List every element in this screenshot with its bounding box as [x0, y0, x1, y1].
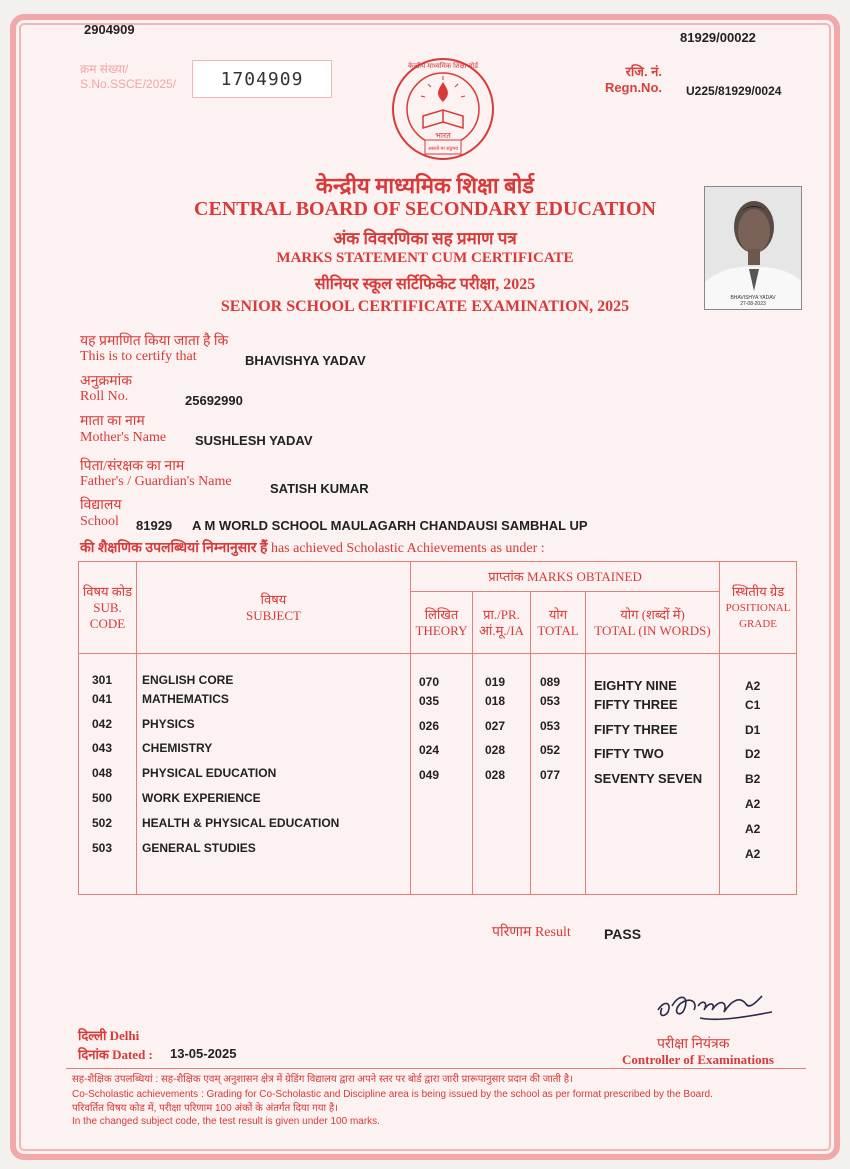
- header-marks-en: MARKS OBTAINED: [526, 568, 642, 584]
- row-pr: 018: [485, 694, 506, 708]
- emblem-top-text: केन्द्रीय माध्यमिक शिक्षा बोर्ड: [408, 63, 478, 70]
- row-grade: B2: [745, 772, 761, 786]
- header-total-en: TOTAL: [537, 622, 579, 638]
- row-subject: GENERAL STUDIES: [142, 841, 256, 855]
- row-pr: 028: [485, 743, 506, 757]
- note-coscholastic-en: Co-Scholastic achievements : Grading for Co-Scholastic and Discipline area is being issued by the school as per format prescribed by the Board.: [72, 1089, 713, 1100]
- school-label-en: School: [80, 514, 119, 529]
- achieved-en: has achieved Scholastic Achievements as under :: [270, 541, 545, 556]
- row-code: 503: [92, 841, 113, 855]
- result-value: PASS: [604, 926, 642, 942]
- result-label: [492, 922, 571, 941]
- sno-label: [80, 62, 176, 92]
- dated-en: Dated :: [112, 1047, 153, 1062]
- row-code: 500: [92, 791, 113, 805]
- row-subject: WORK EXPERIENCE: [142, 791, 261, 805]
- emblem-bottom-text: भारत: [435, 131, 451, 140]
- header-theory: [411, 592, 473, 654]
- row-total: 053: [540, 719, 561, 733]
- roll-label-hi: अनुक्रमांक: [80, 374, 132, 389]
- header-subject-en: SUBJECT: [246, 607, 301, 623]
- achieved-line: [80, 538, 545, 557]
- regn-label-hi: रजि. नं.: [625, 64, 662, 79]
- certify-label-hi: यह प्रमाणित किया जाता है कि: [80, 334, 229, 349]
- row-theory: 035: [419, 694, 440, 708]
- note-changed-code-en: In the changed subject code, the test result is given under 100 marks.: [72, 1116, 380, 1127]
- header-pr-ia: आं.मू./IA: [479, 622, 524, 638]
- footer-divider: [66, 1068, 806, 1069]
- row-words: SEVENTY SEVEN: [594, 771, 703, 786]
- row-subject: MATHEMATICS: [142, 692, 229, 706]
- header-pr-hi: प्रा./PR.: [483, 606, 520, 622]
- row-words: EIGHTY NINE: [594, 678, 677, 693]
- mother-name: SUSHLESH YADAV: [195, 433, 313, 448]
- row-pr: 027: [485, 719, 506, 733]
- row-words: FIFTY THREE: [594, 697, 678, 712]
- regn-value: U225/81929/0024: [686, 84, 782, 98]
- row-subject: CHEMISTRY: [142, 741, 213, 755]
- dated-label: [78, 1045, 153, 1063]
- row-pr: 019: [485, 675, 506, 689]
- header-words-en: TOTAL (IN WORDS): [594, 622, 711, 638]
- note-changed-code-hi: परिवर्तित विषय कोड में, परीक्षा परिणाम 100 अंकों के अंतर्गत दिया गया है।: [72, 1103, 338, 1114]
- roll-number: 25692990: [185, 393, 243, 408]
- header-sub-code: [79, 562, 137, 654]
- row-pr: 028: [485, 768, 506, 782]
- place-hi: दिल्ली: [78, 1028, 107, 1043]
- row-subject: PHYSICS: [142, 717, 195, 731]
- row-total: 077: [540, 768, 561, 782]
- controller-label-hi: परीक्षा नियंत्रक: [657, 1037, 730, 1052]
- place-en: Delhi: [109, 1028, 140, 1043]
- father-name: SATISH KUMAR: [270, 481, 369, 496]
- header-total-words: [586, 592, 720, 654]
- father-label-en: Father's / Guardian's Name: [80, 474, 232, 489]
- dated-hi: दिनांक: [78, 1047, 109, 1062]
- photo-caption-date: 27-08-2023: [740, 301, 766, 307]
- mother-label-hi: माता का नाम: [80, 414, 145, 429]
- row-code: 048: [92, 766, 113, 780]
- regn-label: [604, 64, 662, 96]
- row-code: 041: [92, 692, 113, 706]
- header-total: [531, 592, 586, 654]
- header-marks-obtained: [411, 562, 720, 592]
- achieved-hi: की शैक्षणिक उपलब्धियां निम्नानुसार हैं: [80, 541, 268, 556]
- school-label-hi: विद्यालय: [80, 498, 122, 513]
- header-subject-hi: विषय: [260, 591, 287, 607]
- sno-label-hi: क्रम संख्या/: [80, 62, 129, 76]
- school-name: A M WORLD SCHOOL MAULAGARH CHANDAUSI SAMBHAL UP: [192, 518, 588, 533]
- row-words: FIFTY TWO: [594, 746, 664, 761]
- row-theory: 024: [419, 743, 440, 757]
- row-total: 053: [540, 694, 561, 708]
- header-marks-hi: प्राप्तांक: [488, 568, 524, 584]
- row-theory: 049: [419, 768, 440, 782]
- row-grade: C1: [745, 698, 761, 712]
- row-grade: A2: [745, 679, 761, 693]
- row-total: 089: [540, 675, 561, 689]
- header-code-en: SUB. CODE: [89, 599, 126, 631]
- row-grade: A2: [745, 847, 761, 861]
- header-total-hi: योग: [548, 606, 568, 622]
- serial-top-right: 81929/00022: [680, 30, 756, 45]
- board-name-en: CENTRAL BOARD OF SECONDARY EDUCATION: [194, 198, 656, 220]
- roll-label-en: Roll No.: [80, 389, 129, 404]
- row-grade: D1: [745, 723, 761, 737]
- cbse-emblem-icon: [388, 54, 498, 164]
- header-theory-en: THEORY: [415, 622, 468, 638]
- header-code-hi: विषय कोड: [82, 583, 133, 599]
- row-theory: 026: [419, 719, 440, 733]
- header-grade-hi: स्थितीय ग्रेड: [731, 583, 785, 599]
- row-grade: A2: [745, 797, 761, 811]
- student-portrait-icon: [705, 187, 802, 310]
- father-label-hi: पिता/संरक्षक का नाम: [80, 459, 185, 474]
- emblem-motto: असतो मा सद्गमय: [427, 146, 459, 152]
- row-total: 052: [540, 743, 561, 757]
- student-photo: [704, 186, 802, 310]
- row-subject: PHYSICAL EDUCATION: [142, 766, 277, 780]
- sno-label-en: S.No.SSCE/2025/: [80, 77, 177, 91]
- row-subject: HEALTH & PHYSICAL EDUCATION: [142, 816, 340, 830]
- row-code: 301: [92, 673, 113, 687]
- row-code: 042: [92, 717, 113, 731]
- row-words: FIFTY THREE: [594, 722, 678, 737]
- row-theory: 070: [419, 675, 440, 689]
- header-theory-hi: लिखित: [424, 606, 459, 622]
- result-label-hi: परिणाम: [492, 925, 532, 940]
- controller-signature-icon: [650, 982, 780, 1032]
- issue-date: 13-05-2025: [170, 1046, 237, 1061]
- header-positional-grade: [720, 562, 797, 654]
- doc-title-en: MARKS STATEMENT CUM CERTIFICATE: [276, 250, 574, 266]
- row-grade: D2: [745, 747, 761, 761]
- photo-caption: [705, 295, 801, 307]
- header-grade-en: POSITIONAL GRADE: [725, 601, 791, 630]
- school-code: 81929: [136, 518, 173, 533]
- header-words-hi: योग (शब्दों में): [620, 606, 685, 622]
- row-subject: ENGLISH CORE: [142, 673, 234, 687]
- header-practical: [473, 592, 531, 654]
- row-code: 043: [92, 741, 113, 755]
- certify-label-en: This is to certify that: [80, 349, 197, 364]
- doc-title-hi: अंक विवरणिका सह प्रमाण पत्र: [333, 229, 517, 248]
- mother-label-en: Mother's Name: [80, 430, 167, 445]
- photo-caption-name: BHAVISHYA YADAV: [730, 295, 776, 301]
- student-name: BHAVISHYA YADAV: [245, 353, 366, 368]
- exam-title-en: SENIOR SCHOOL CERTIFICATE EXAMINATION, 2025: [220, 298, 630, 315]
- header-subject: [137, 562, 411, 654]
- place-label: [78, 1026, 139, 1044]
- controller-label-en: Controller of Examinations: [622, 1052, 774, 1067]
- exam-title-hi: सीनियर स्कूल सर्टिफिकेट परीक्षा, 2025: [314, 276, 536, 293]
- row-grade: A2: [745, 822, 761, 836]
- result-label-en: Result: [534, 925, 571, 940]
- note-coscholastic-hi: सह-शैक्षिक उपलब्धियां : सह-शैक्षिक एवम् अनुशासन क्षेत्र में ग्रेडिंग विद्यालय द्वारा अपने स्तर पर बोर्ड द्वारा जारी प्रारूपानुसार प्रदान की जाती है।: [72, 1074, 573, 1085]
- sno-value: 1704909: [192, 60, 332, 98]
- board-name-hi: केन्द्रीय माध्यमिक शिक्षा बोर्ड: [315, 173, 535, 198]
- row-code: 502: [92, 816, 113, 830]
- regn-label-en: Regn.No.: [604, 80, 662, 95]
- serial-top-left: 2904909: [84, 22, 135, 37]
